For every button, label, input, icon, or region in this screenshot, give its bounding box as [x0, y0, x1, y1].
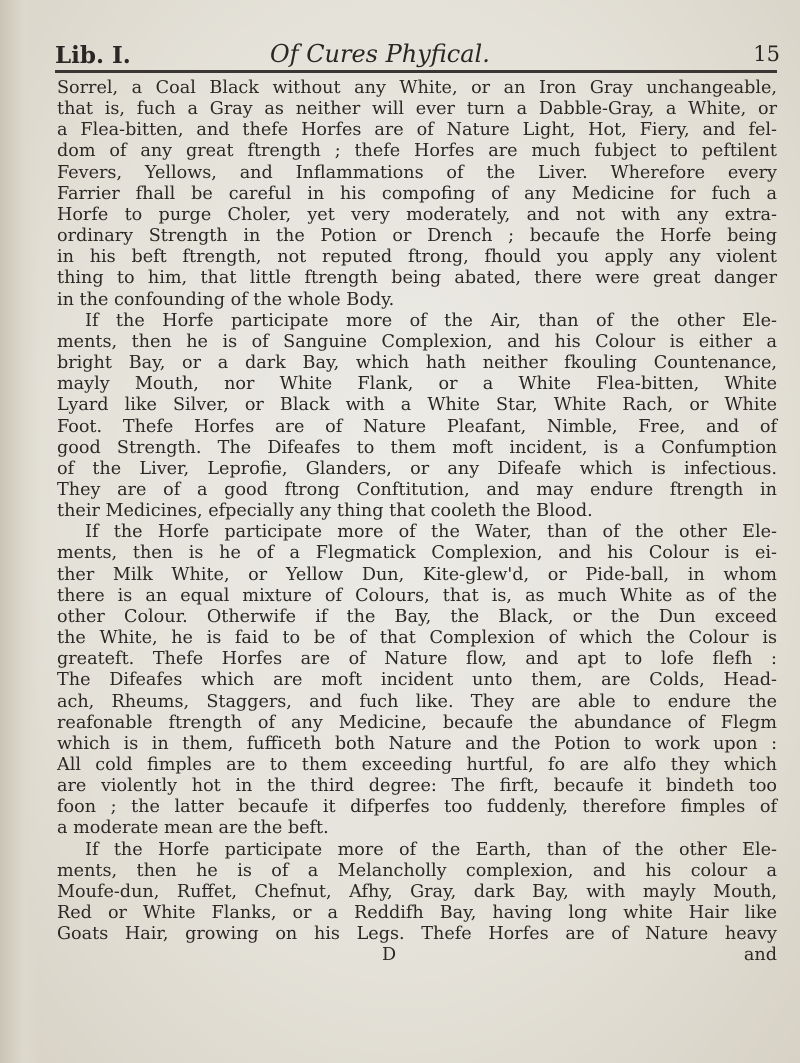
text-line: thing to him, that little ftrength being abated, there were great danger: [57, 268, 777, 289]
text-line: in his beft ftrength, not reputed ftrong, fhould you apply any violent: [57, 247, 777, 268]
binding-shadow: [0, 0, 40, 1063]
header-rule: [55, 70, 777, 73]
text-line: in the confounding of the whole Body.: [57, 289, 395, 310]
text-line: Goats Hair, growing on his Legs. Thefe Horfes are of Nature heavy: [57, 924, 777, 945]
text-line: The Difeafes which are moft incident unto them, are Colds, Head-: [57, 670, 777, 691]
text-line: Lyard like Silver, or Black with a White Star, White Rach, or White: [57, 395, 777, 416]
text-line: ments, then is he of a Flegmatick Complexion, and his Colour is ei-: [57, 543, 777, 564]
text-line: that is, fuch a Gray as neither will ever turn a Dabble-Gray, a White, or: [57, 99, 777, 120]
footer-line: [57, 945, 777, 967]
text-line: ordinary Strength in the Potion or Drench ; becaufe the Horfe being: [57, 226, 777, 247]
text-line: of the Liver, Leprofie, Glanders, or any Difeafe which is infectious.: [57, 458, 777, 479]
text-line: which is in them, fufficeth both Nature and the Potion to work upon :: [57, 733, 777, 754]
text-line: Foot. Thefe Horfes are of Nature Pleafant, Nimble, Free, and of: [57, 416, 777, 437]
text-line: bright Bay, or a dark Bay, which hath neither fkouling Countenance,: [57, 353, 777, 374]
text-line: mayly Mouth, nor White Flank, or a White Flea-bitten, White: [57, 374, 777, 395]
text-line: good Strength. The Difeafes to them moft incident, is a Confumption: [57, 437, 777, 458]
text-line: a Flea-bitten, and thefe Horfes are of Nature Light, Hot, Fiery, and fel-: [57, 120, 777, 141]
text-line: Sorrel, a Coal Black without any White, or an Iron Gray unchangeable,: [57, 78, 777, 98]
text-line: ments, then he is of Sanguine Complexion, and his Colour is either a: [57, 331, 777, 352]
text-line: Moufe-dun, Ruffet, Chefnut, Afhy, Gray, dark Bay, with mayly Mouth,: [57, 881, 777, 902]
text-line: greateft. Thefe Horfes are of Nature flow, and apt to lofe flefh :: [57, 649, 777, 670]
book-number: Lib. I.: [55, 42, 131, 69]
text-line: other Colour. Otherwife if the Bay, the Black, or the Dun exceed: [57, 606, 777, 627]
text-line: Red or White Flanks, or a Reddifh Bay, having long white Hair like: [57, 903, 777, 924]
running-title: Of Cures Phyfical.: [270, 40, 490, 68]
text-line: ments, then he is of a Melancholly complexion, and his colour a: [57, 860, 777, 881]
text-line: their Medicines, efpecially any thing that cooleth the Blood.: [57, 501, 593, 522]
text-line: They are of a good ftrong Conftitution, and may endure ftrength in: [57, 479, 777, 500]
text-line: foon ; the latter becaufe it difperfes too fuddenly, therefore fimples of: [57, 797, 777, 818]
text-line: All cold fimples are to them exceeding hurtful, fo are alfo they which: [57, 755, 777, 775]
text-line: Farrier fhall be careful in his compofing of any Medicine for fuch a: [57, 183, 777, 204]
text-line: are violently hot in the third degree: The firft, becaufe it bindeth too: [57, 776, 777, 797]
text-line: dom of any great ftrength ; thefe Horfes are much fubject to peftilent: [57, 141, 777, 162]
text-line: a moderate mean are the beft.: [57, 818, 329, 839]
text-line: there is an equal mixture of Colours, that is, as much White as of the: [57, 585, 777, 606]
text-line: ther Milk White, or Yellow Dun, Kite-glew'd, or Pide-ball, in whom: [57, 564, 777, 585]
text-line: Horfe to purge Choler, yet very moderately, and not with any extra-: [57, 204, 777, 225]
text-line: If the Horfe participate more of the Water, than of the other Ele-: [85, 522, 777, 543]
text-line: reafonable ftrength of any Medicine, becaufe the abundance of Flegm: [57, 712, 777, 733]
page-number: 15: [753, 42, 780, 66]
catchword: and: [743, 945, 777, 966]
text-line: ach, Rheums, Staggers, and fuch like. They are able to endure the: [57, 691, 777, 712]
running-header: [55, 36, 780, 68]
text-line: the White, he is faid to be of that Complexion of which the Colour is: [57, 628, 777, 649]
body-text: [57, 78, 777, 945]
signature-mark: D: [382, 945, 397, 966]
text-line: Fevers, Yellows, and Inflammations of the Liver. Wherefore every: [57, 162, 777, 183]
text-line: If the Horfe participate more of the Air, than of the other Ele-: [85, 310, 777, 331]
text-line: If the Horfe participate more of the Earth, than of the other Ele-: [85, 839, 777, 860]
